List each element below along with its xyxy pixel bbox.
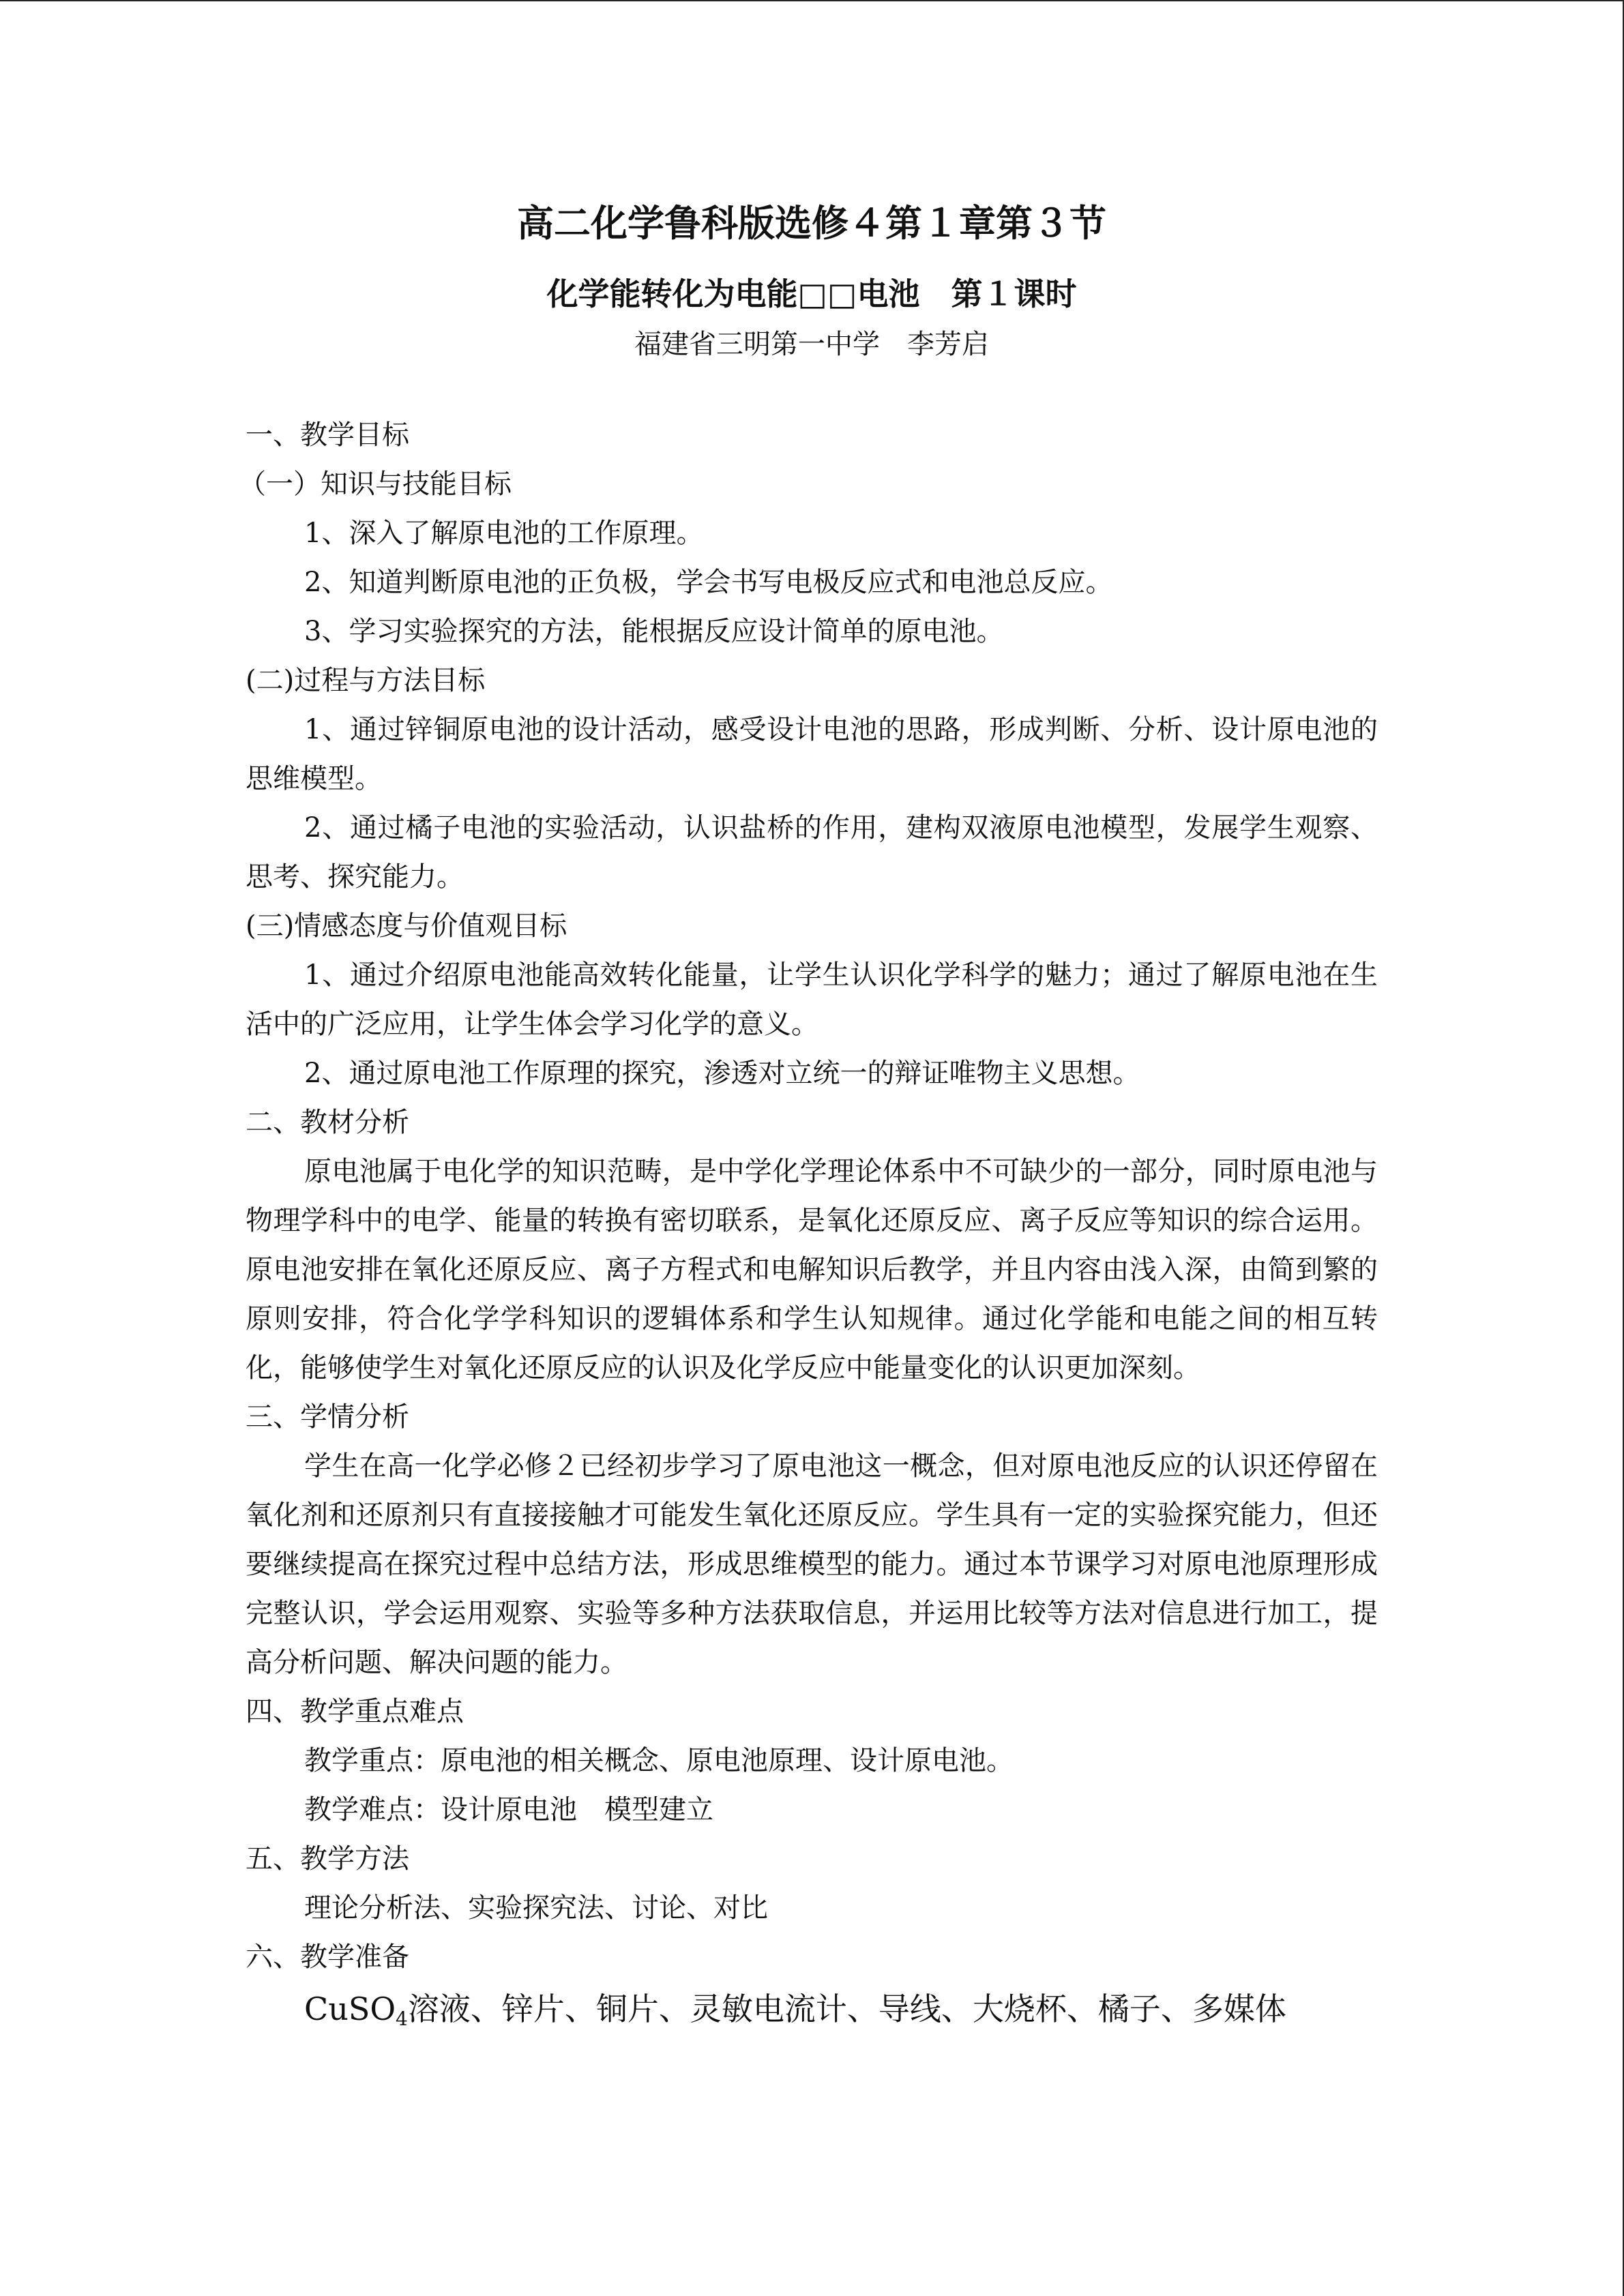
paragraph-material-analysis: 原电池属于电化学的知识范畴，是中学化学理论体系中不可缺少的一部分，同时原电池与物理学科中的电学、能量的转换有密切联系，是氧化还原反应、离子反应等知识的综合运用。原电池安排在氧化还原反应、离子方程式和电解知识后教学，并且内容由浅入深，由简到繁的原则安排，符合化学学科知识的逻辑体系和学生认知规律。通过化学能和电能之间的相互转化，能够使学生对氧化还原反应的认识及化学反应中能量变化的认识更加深刻。: [246, 1156, 1378, 1384]
chemical-formula: [304, 1991, 408, 2030]
teaching-key-point: 教学重点：原电池的相关概念、原电池原理、设计原电池。: [304, 1745, 1014, 1776]
section-heading-material: 二、教材分析: [246, 1107, 409, 1138]
section-heading-students: 三、学情分析: [246, 1401, 409, 1433]
list-item: 2、通过原电池工作原理的探究，渗透对立统一的辩证唯物主义思想。: [304, 1058, 1140, 1089]
document-body: [239, 411, 1378, 2044]
section-heading-preparation: 六、教学准备: [246, 1941, 409, 1973]
document-title: 高二化学鲁科版选修４第１章第３节: [517, 201, 1106, 245]
section-heading-objectives: 一、教学目标: [246, 419, 409, 451]
list-item: 2、通过橘子电池的实验活动，认识盐桥的作用，建构双液原电池模型，发展学生观察、思考、探究能力。: [246, 812, 1378, 893]
paragraph-student-analysis: 学生在高一化学必修２已经初步学习了原电池这一概念，但对原电池反应的认识还停留在氧化剂和还原剂只有直接接触才可能发生氧化还原反应。学生具有一定的实验探究能力，但还要继续提高在探究过程中总结方法，形成思维模型的能力。通过本节课学习对原电池原理形成完整认识，学会运用观察、实验等多种方法获取信息，并运用比较等方法对信息进行加工，提高分析问题、解决问题的能力。: [246, 1450, 1378, 1678]
teaching-difficulty: 教学难点：设计原电池 模型建立: [304, 1794, 713, 1825]
document-subtitle: 化学能转化为电能□□电池 第１课时: [546, 275, 1077, 312]
author-line: 福建省三明第一中学 李芳启: [634, 329, 989, 360]
formula-subscript: 4: [396, 2008, 408, 2030]
subsection-heading-attitude: (三)情感态度与价值观目标: [246, 910, 567, 942]
section-heading-key-points: 四、教学重点难点: [246, 1696, 464, 1727]
section-heading-methods: 五、教学方法: [246, 1843, 409, 1875]
materials-list: 溶液、锌片、铜片、灵敏电流计、导线、大烧杯、橘子、多媒体: [407, 1991, 1286, 2027]
list-item: 1、通过介绍原电池能高效转化能量，让学生认识化学科学的魅力；通过了解原电池在生活中的广泛应用，让学生体会学习化学的意义。: [246, 959, 1378, 1040]
list-item: 1、通过锌铜原电池的设计活动，感受设计电池的思路，形成判断、分析、设计原电池的思维模型。: [246, 714, 1378, 794]
list-item: 3、学习实验探究的方法，能根据反应设计简单的原电池。: [304, 616, 1004, 647]
teaching-methods-text: 理论分析法、实验探究法、讨论、对比: [304, 1892, 768, 1924]
formula-base: CuSO: [304, 1991, 396, 2027]
list-item: 2、知道判断原电池的正负极，学会书写电极反应式和电池总反应。: [304, 567, 1113, 598]
list-item: 1、深入了解原电池的工作原理。: [304, 518, 704, 549]
subsection-heading-process: (二)过程与方法目标: [246, 665, 486, 696]
subsection-heading-knowledge: （一）知识与技能目标: [239, 468, 512, 500]
preparation-materials: [246, 1984, 1378, 2044]
